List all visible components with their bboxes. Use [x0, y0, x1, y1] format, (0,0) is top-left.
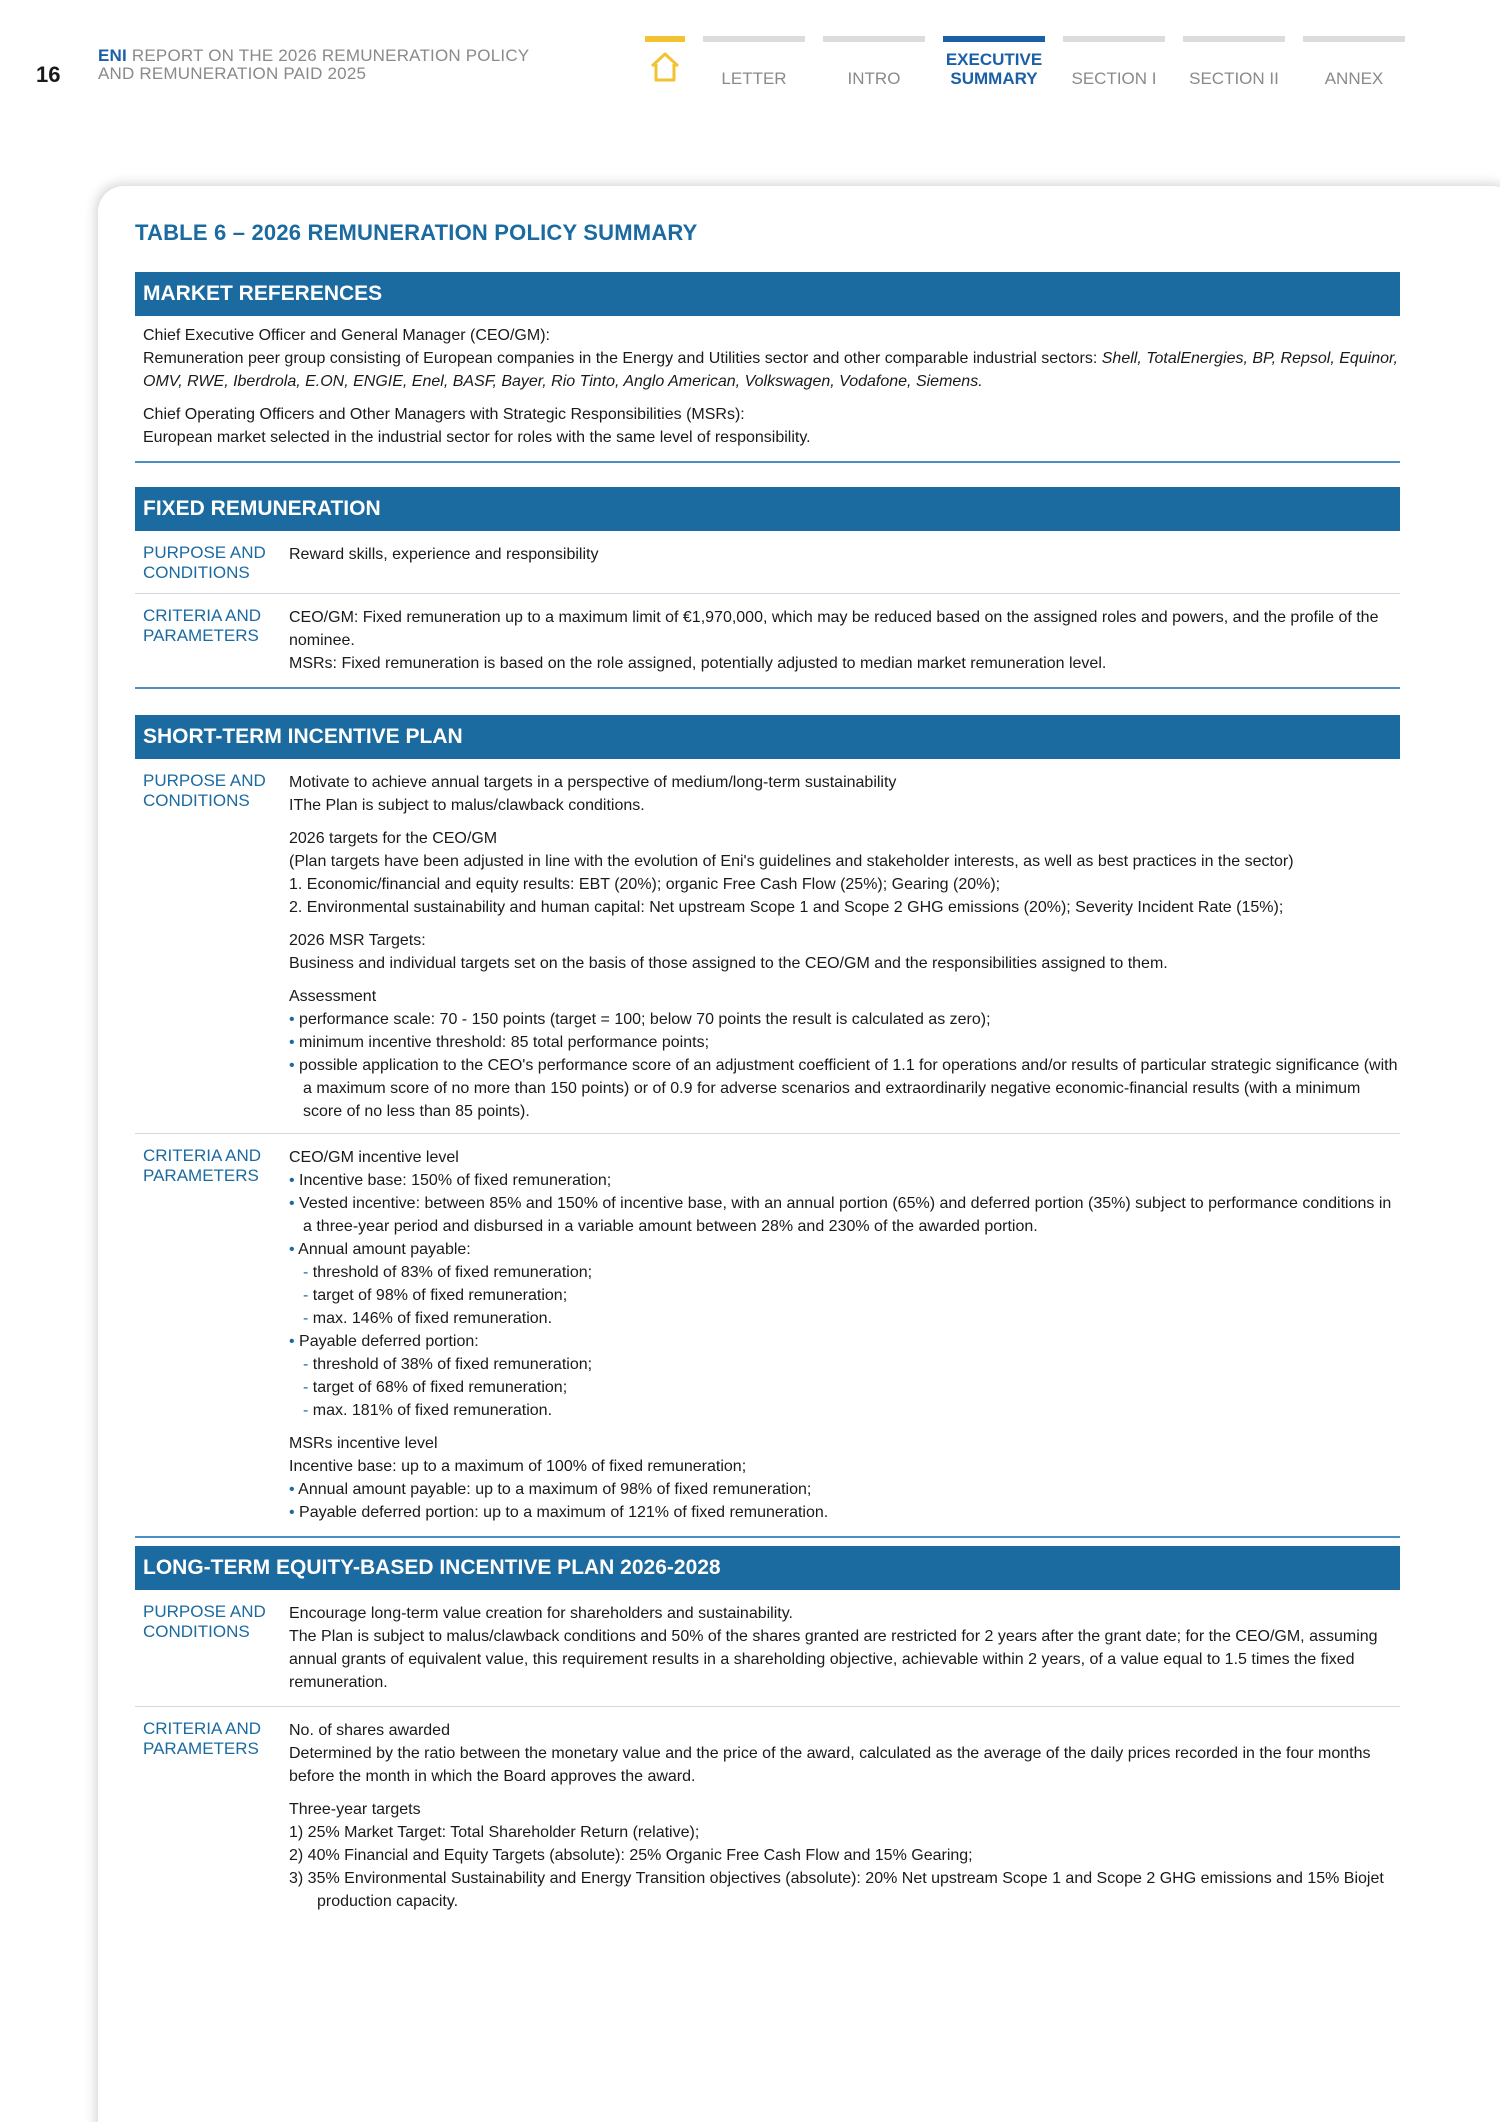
msr-text: European market selected in the industrial sector for roles with the same level of responsibility.	[143, 429, 811, 446]
sti-purpose-line: IThe Plan is subject to malus/clawback conditions.	[289, 797, 645, 814]
msr-title: Chief Operating Officers and Other Managers with Strategic Responsibilities (MSRs):	[143, 406, 745, 423]
sti-assessment-item: • possible application to the CEO's performance score of an adjustment coefficient of 1.1 for operations and/or results of particular strategic significance (with a maximum score of no more than 150 points) or of 0.9 for adverse scenarios and extraordinarily negative economic-financial results (with a minimum score of no less than 85 points).	[289, 1054, 1400, 1123]
lti-shares-text: Determined by the ratio between the monetary value and the price of the award, calculated as the average of the daily prices recorded in the four months before the month in which the Board approves the award.	[289, 1745, 1371, 1785]
nav-letter-label: LETTER	[721, 69, 787, 88]
lti-targets-title: Three-year targets	[289, 1801, 421, 1818]
sti-targets-line: (Plan targets have been adjusted in line with the evolution of Eni's guidelines and stakeholder interests, as well as best practices in the sector)	[289, 853, 1294, 870]
section-fixed-remuneration	[135, 487, 1400, 689]
ceo-title: Chief Executive Officer and General Manager (CEO/GM):	[143, 327, 550, 344]
lti-target-item: 3) 35% Environmental Sustainability and Energy Transition objectives (absolute): 20% Net upstream Scope 1 and Scope 2 GHG emissions and 15% Biojet production capacity.	[289, 1870, 1384, 1910]
fixed-purpose-text: Reward skills, experience and responsibility	[289, 546, 599, 563]
lti-criteria-row	[135, 1707, 1400, 1925]
sti-criteria-subitem: - max. 146% of fixed remuneration.	[289, 1307, 1400, 1330]
nav-executive-summary[interactable]	[943, 36, 1045, 96]
section-heading: SHORT-TERM INCENTIVE PLAN	[135, 715, 1400, 759]
sti-criteria-item: • Annual amount payable:	[289, 1238, 1400, 1261]
sti-criteria-row	[135, 1134, 1400, 1536]
sti-msr-incentive-title: MSRs incentive level	[289, 1435, 438, 1452]
market-body	[135, 316, 1400, 461]
sti-msr-incentive-item: • Payable deferred portion: up to a maximum of 121% of fixed remuneration.	[289, 1501, 1400, 1524]
lti-criteria-body	[289, 1719, 1400, 1913]
fixed-criteria-body	[289, 606, 1400, 675]
section-market-references	[135, 272, 1400, 463]
row-label: CRITERIA AND PARAMETERS	[143, 606, 262, 645]
lti-target-item: 2) 40% Financial and Equity Targets (absolute): 25% Organic Free Cash Flow and 15% Gearing;	[289, 1847, 973, 1864]
section-long-term-incentive	[135, 1546, 1400, 1925]
sti-criteria-body	[289, 1146, 1400, 1524]
sti-criteria-subitem: - target of 98% of fixed remuneration;	[289, 1284, 1400, 1307]
sti-criteria-item: • Incentive base: 150% of fixed remuneration;	[289, 1169, 1400, 1192]
brand-name: ENI	[98, 46, 127, 65]
sti-msr-incentive-line: Incentive base: up to a maximum of 100% of fixed remuneration;	[289, 1458, 747, 1475]
sti-purpose-body	[289, 771, 1400, 1123]
nav-section-1[interactable]	[1063, 36, 1165, 96]
section-heading: MARKET REFERENCES	[135, 272, 1400, 316]
nav-section-1-label: SECTION I	[1071, 69, 1157, 88]
row-label: CRITERIA AND PARAMETERS	[143, 1719, 262, 1758]
sti-assessment-item: • performance scale: 70 - 150 points (target = 100; below 70 points the result is calculated as zero);	[289, 1008, 1400, 1031]
nav-executive-summary-label	[943, 50, 1045, 88]
report-title-line1: REPORT ON THE 2026 REMUNERATION POLICY	[131, 46, 530, 65]
lti-purpose-line: Encourage long-term value creation for shareholders and sustainability.	[289, 1605, 793, 1622]
sti-msr-text: Business and individual targets set on the basis of those assigned to the CEO/GM and the responsibilities assigned to them.	[289, 955, 1168, 972]
sti-targets-line: 2. Environmental sustainability and human capital: Net upstream Scope 1 and Scope 2 GHG emissions (20%); Severity Incident Rate (15%);	[289, 899, 1284, 916]
nav-annex[interactable]	[1303, 36, 1405, 96]
section-heading: FIXED REMUNERATION	[135, 487, 1400, 531]
table-title: TABLE 6 – 2026 REMUNERATION POLICY SUMMARY	[135, 220, 698, 245]
lti-shares-title: No. of shares awarded	[289, 1722, 450, 1739]
lti-purpose-line: The Plan is subject to malus/clawback conditions and 50% of the shares granted are restricted for 2 years after the grant date; for the CEO/GM, assuming annual grants of equivalent value, this requirement results in a shareholding objective, achievable within 2 years, of a value equal to 1.5 times the fixed remuneration.	[289, 1628, 1378, 1691]
row-label: PURPOSE AND CONDITIONS	[143, 543, 266, 582]
nav-intro-label: INTRO	[847, 69, 901, 88]
sti-criteria-subitem: - threshold of 38% of fixed remuneration;	[289, 1353, 1400, 1376]
sti-purpose-row	[135, 759, 1400, 1134]
nav-letter[interactable]	[703, 36, 805, 96]
row-label: PURPOSE AND CONDITIONS	[143, 1602, 266, 1641]
sti-purpose-line: Motivate to achieve annual targets in a perspective of medium/long-term sustainability	[289, 774, 897, 791]
nav-section-2-label: SECTION II	[1189, 69, 1279, 88]
section-short-term-incentive	[135, 715, 1400, 1538]
report-title-line2: AND REMUNERATION PAID 2025	[98, 64, 367, 83]
fixed-criteria-row	[135, 594, 1400, 687]
page-number: 16	[36, 62, 61, 87]
nav-section-2[interactable]	[1183, 36, 1285, 96]
sti-targets-line: 1. Economic/financial and equity results: EBT (20%); organic Free Cash Flow (25%); Gearing (20%);	[289, 876, 1001, 893]
ceo-peer-intro: Remuneration peer group consisting of European companies in the Energy and Utilities sector and other comparable industrial sectors:	[143, 350, 1102, 367]
nav-intro[interactable]	[823, 36, 925, 96]
sti-msr-title: 2026 MSR Targets:	[289, 932, 426, 949]
lti-purpose-row	[135, 1590, 1400, 1707]
sti-msr-incentive-item: • Annual amount payable: up to a maximum of 98% of fixed remuneration;	[289, 1478, 1400, 1501]
ceo-peer-list: Shell, TotalEnergies, BP, Repsol, Equinor, OMV, RWE, Iberdrola, E.ON, ENGIE, Enel, BASF, Bayer, Rio Tinto, Anglo American, Volkswagen, Vodafone, Siemens.	[143, 350, 1398, 390]
fixed-criteria-ceo: CEO/GM: Fixed remuneration up to a maximum limit of €1,970,000, which may be reduced based on the assigned roles and powers, and the profile of the nominee.	[289, 609, 1379, 649]
lti-target-item: 1) 25% Market Target: Total Shareholder Return (relative);	[289, 1824, 700, 1841]
nav-executive-line2: SUMMARY	[950, 69, 1038, 88]
report-title	[98, 47, 529, 83]
nav-annex-label: ANNEX	[1324, 69, 1384, 88]
nav-executive-line1: EXECUTIVE	[945, 50, 1043, 69]
sti-assessment-item: • minimum incentive threshold: 85 total performance points;	[289, 1031, 1400, 1054]
sti-assessment-title: Assessment	[289, 988, 377, 1005]
sti-criteria-subitem: - target of 68% of fixed remuneration;	[289, 1376, 1400, 1399]
home-icon	[648, 50, 682, 84]
row-label: PURPOSE AND CONDITIONS	[143, 771, 266, 810]
section-heading: LONG-TERM EQUITY-BASED INCENTIVE PLAN 2026-2028	[135, 1546, 1400, 1590]
sti-criteria-subitem: - max. 181% of fixed remuneration.	[289, 1399, 1400, 1422]
ceo-peer-text	[143, 347, 1400, 393]
lti-purpose-body	[289, 1602, 1400, 1694]
row-label: CRITERIA AND PARAMETERS	[143, 1146, 262, 1185]
sti-targets-title: 2026 targets for the CEO/GM	[289, 830, 498, 847]
fixed-purpose-row	[135, 531, 1400, 594]
nav-home[interactable]	[645, 36, 685, 96]
sti-ceo-incentive-title: CEO/GM incentive level	[289, 1149, 459, 1166]
sti-criteria-item: • Payable deferred portion:	[289, 1330, 1400, 1353]
fixed-criteria-msr: MSRs: Fixed remuneration is based on the role assigned, potentially adjusted to median market remuneration level.	[289, 655, 1107, 672]
sti-criteria-subitem: - threshold of 83% of fixed remuneration;	[289, 1261, 1400, 1284]
sti-criteria-item: • Vested incentive: between 85% and 150% of incentive base, with an annual portion (65%) and deferred portion (35%) subject to performance conditions in a three-year period and disbursed in a variable amount between 28% and 230% of the awarded portion.	[289, 1192, 1400, 1238]
